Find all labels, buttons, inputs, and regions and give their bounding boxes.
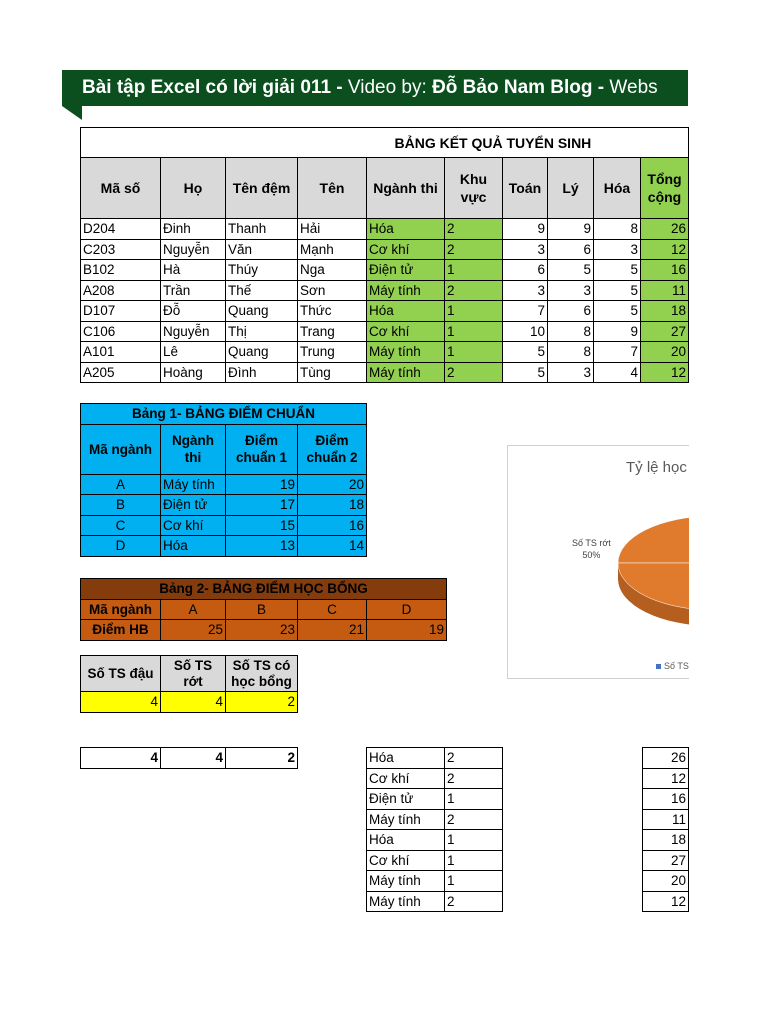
header-ten-dem[interactable]: Tên đệm <box>226 158 298 219</box>
result-cell[interactable]: 4 <box>81 748 161 769</box>
table-cell[interactable]: 2 <box>445 280 503 301</box>
table-cell[interactable]: 5 <box>594 280 641 301</box>
table-cell[interactable]: Trần <box>161 280 226 301</box>
table-cell[interactable]: 2 <box>445 809 503 830</box>
header-nganh-thi[interactable]: Ngành thi <box>367 158 445 219</box>
table-cell[interactable]: Đình <box>226 362 298 383</box>
table-row <box>81 321 689 342</box>
summary-table <box>80 655 298 713</box>
table-cell[interactable]: Nga <box>298 260 367 281</box>
chart-title: Tỷ lệ học <box>626 459 687 476</box>
table-cell[interactable]: Sơn <box>298 280 367 301</box>
header-hoa[interactable]: Hóa <box>594 158 641 219</box>
header-tong-cong[interactable]: Tổng cộng <box>641 158 689 219</box>
banner-ribbon-tail <box>62 106 82 120</box>
table-cell[interactable]: 13 <box>226 536 298 557</box>
title-banner <box>62 70 688 106</box>
table-cell[interactable]: Hóa <box>367 219 445 240</box>
list-item <box>643 748 689 769</box>
table-cell[interactable]: 2 <box>445 748 503 769</box>
table-cell[interactable]: C106 <box>81 321 161 342</box>
table-cell[interactable]: C <box>81 515 161 536</box>
table-cell[interactable]: Trung <box>298 342 367 363</box>
table-cell[interactable]: 3 <box>503 239 548 260</box>
header-so-ts-dau[interactable]: Số TS đậu <box>81 656 161 692</box>
table-cell[interactable]: B <box>81 495 161 516</box>
table-cell[interactable]: 26 <box>643 748 689 769</box>
table-cell[interactable]: Máy tính <box>161 474 226 495</box>
table-cell[interactable]: 7 <box>594 342 641 363</box>
scholarship-code-cell[interactable]: D <box>367 599 447 620</box>
table-cell[interactable]: Cơ khí <box>367 321 445 342</box>
header-nganh-thi-1[interactable]: Ngành thi <box>161 424 226 474</box>
chart-label-percent: 50% <box>582 550 601 560</box>
table-cell[interactable]: 4 <box>594 362 641 383</box>
table-cell[interactable]: 2 <box>445 768 503 789</box>
table-row <box>81 260 689 281</box>
table-cell[interactable]: Máy tính <box>367 809 445 830</box>
table-cell[interactable]: Hải <box>298 219 367 240</box>
list-item <box>643 789 689 810</box>
table-row <box>81 536 367 557</box>
table-cell[interactable]: 16 <box>643 789 689 810</box>
table-cell[interactable]: 2 <box>445 239 503 260</box>
scholarship-code-cell[interactable]: C <box>298 599 367 620</box>
header-so-ts-hoc-bong[interactable]: Số TS có học bổng <box>226 656 298 692</box>
table-cell[interactable]: Máy tính <box>367 342 445 363</box>
major-area-list <box>366 747 503 912</box>
table-row <box>81 219 689 240</box>
results-table <box>80 127 689 383</box>
list-item <box>367 809 503 830</box>
table-cell[interactable]: 3 <box>548 280 594 301</box>
cutoff-score-table <box>80 403 367 557</box>
table-row <box>81 342 689 363</box>
chart-legend <box>656 661 689 671</box>
table-cell[interactable]: Nguyễn <box>161 321 226 342</box>
totals-list <box>642 747 689 912</box>
banner-video-by: Video by: <box>347 77 433 98</box>
table-cell[interactable]: Trang <box>298 321 367 342</box>
summary-result-row <box>80 747 298 769</box>
table-cell[interactable]: 1 <box>445 830 503 851</box>
scholarship-code-cell[interactable]: B <box>226 599 298 620</box>
table-cell[interactable]: 12 <box>641 239 689 260</box>
table-cell[interactable]: 16 <box>298 515 367 536</box>
passed-count-cell[interactable]: 4 <box>81 692 161 713</box>
table-cell[interactable]: Mạnh <box>298 239 367 260</box>
table-cell[interactable]: 1 <box>445 850 503 871</box>
table-cell[interactable]: D204 <box>81 219 161 240</box>
table-cell[interactable]: 9 <box>503 219 548 240</box>
list-item <box>643 891 689 912</box>
table-cell[interactable]: A <box>81 474 161 495</box>
list-item <box>367 789 503 810</box>
table-cell[interactable]: 5 <box>503 342 548 363</box>
table-cell[interactable]: Cơ khí <box>367 850 445 871</box>
table-cell[interactable]: Nguyễn <box>161 239 226 260</box>
table-cell[interactable]: 20 <box>298 474 367 495</box>
table-cell[interactable]: 8 <box>548 342 594 363</box>
pie-chart[interactable] <box>507 445 689 679</box>
table-cell[interactable]: 5 <box>548 260 594 281</box>
table-cell[interactable]: Hà <box>161 260 226 281</box>
table-cell[interactable]: A208 <box>81 280 161 301</box>
legend-label: Số TS <box>664 661 689 671</box>
table-cell[interactable]: Cơ khí <box>367 768 445 789</box>
table-cell[interactable]: 7 <box>503 301 548 322</box>
table-cell[interactable]: 2 <box>445 219 503 240</box>
table-cell[interactable]: 27 <box>643 850 689 871</box>
table-cell[interactable]: 3 <box>548 362 594 383</box>
row-label-diem-hb[interactable]: Điểm HB <box>81 620 161 641</box>
table-cell[interactable]: 26 <box>641 219 689 240</box>
table-cell[interactable]: Đinh <box>161 219 226 240</box>
table-cell[interactable]: 6 <box>548 301 594 322</box>
pie-slice-1[interactable] <box>618 516 689 563</box>
table-cell[interactable]: Máy tính <box>367 280 445 301</box>
table-cell[interactable]: 1 <box>445 301 503 322</box>
list-item <box>367 768 503 789</box>
table-cell[interactable]: Văn <box>226 239 298 260</box>
table-cell[interactable]: A101 <box>81 342 161 363</box>
table-cell[interactable]: C203 <box>81 239 161 260</box>
table-cell[interactable]: Điện tử <box>367 789 445 810</box>
scholarship-score-cell[interactable]: 21 <box>298 620 367 641</box>
list-item <box>367 850 503 871</box>
table-cell[interactable]: 17 <box>226 495 298 516</box>
table-cell[interactable]: Điện tử <box>161 495 226 516</box>
header-diem-chuan-1[interactable]: Điểm chuẩn 1 <box>226 424 298 474</box>
scholarship-score-cell[interactable]: 25 <box>161 620 226 641</box>
banner-title: Bài tập Excel có lời giải 011 - <box>82 77 348 98</box>
table-cell[interactable]: 9 <box>594 321 641 342</box>
table-cell[interactable]: 1 <box>445 321 503 342</box>
table-cell[interactable]: 20 <box>643 871 689 892</box>
table-cell[interactable]: Thế <box>226 280 298 301</box>
table-cell[interactable]: B102 <box>81 260 161 281</box>
table-cell[interactable]: 1 <box>445 789 503 810</box>
list-item <box>367 891 503 912</box>
table-cell[interactable]: 5 <box>594 260 641 281</box>
list-item <box>643 850 689 871</box>
list-item <box>643 809 689 830</box>
header-ho[interactable]: Họ <box>161 158 226 219</box>
list-item <box>643 830 689 851</box>
table-row <box>81 362 689 383</box>
table-cell[interactable]: 19 <box>226 474 298 495</box>
table-row <box>81 515 367 536</box>
table-cell[interactable]: 18 <box>298 495 367 516</box>
result-cell[interactable]: 2 <box>226 748 298 769</box>
header-khu-vuc[interactable]: Khu vực <box>445 158 503 219</box>
table-cell[interactable]: 11 <box>641 280 689 301</box>
table-cell[interactable]: 11 <box>643 809 689 830</box>
header-so-ts-rot[interactable]: Số TS rớt <box>161 656 226 692</box>
header-diem-chuan-2[interactable]: Điểm chuẩn 2 <box>298 424 367 474</box>
table-cell[interactable]: 8 <box>548 321 594 342</box>
table-cell[interactable]: Máy tính <box>367 362 445 383</box>
header-ma-nganh[interactable]: Mã ngành <box>81 424 161 474</box>
table-cell[interactable]: Hóa <box>161 536 226 557</box>
table-cell[interactable]: 3 <box>594 239 641 260</box>
table-cell[interactable]: Quang <box>226 342 298 363</box>
table-cell[interactable]: Máy tính <box>367 871 445 892</box>
table-cell[interactable]: Hoàng <box>161 362 226 383</box>
banner-website: Webs <box>609 77 658 98</box>
table-cell[interactable]: Điện tử <box>367 260 445 281</box>
header-toan[interactable]: Toán <box>503 158 548 219</box>
legend-swatch-icon <box>656 664 661 669</box>
table-cell[interactable]: 15 <box>226 515 298 536</box>
table-row <box>81 301 689 322</box>
table-cell[interactable]: Cơ khí <box>161 515 226 536</box>
table-cell[interactable]: 5 <box>503 362 548 383</box>
table-cell[interactable]: Máy tính <box>367 891 445 912</box>
table-row <box>81 495 367 516</box>
list-item <box>367 830 503 851</box>
scholarship-score-cell[interactable]: 23 <box>226 620 298 641</box>
table-cell[interactable]: 12 <box>643 891 689 912</box>
table-row <box>81 280 689 301</box>
table-cell[interactable]: 18 <box>641 301 689 322</box>
table-cell[interactable]: 6 <box>548 239 594 260</box>
scholarship-score-cell[interactable]: 19 <box>367 620 447 641</box>
list-item <box>643 871 689 892</box>
table-cell[interactable]: Thức <box>298 301 367 322</box>
table-cell[interactable]: 14 <box>298 536 367 557</box>
table-cell[interactable]: Thanh <box>226 219 298 240</box>
table-cell[interactable]: 27 <box>641 321 689 342</box>
table-cell[interactable]: Quang <box>226 301 298 322</box>
failed-count-cell[interactable]: 4 <box>161 692 226 713</box>
table-cell[interactable]: 12 <box>643 768 689 789</box>
table-cell[interactable]: D <box>81 536 161 557</box>
table-cell[interactable]: Thúy <box>226 260 298 281</box>
scholarship-table <box>80 578 447 641</box>
result-cell[interactable]: 4 <box>161 748 226 769</box>
table-cell[interactable]: 1 <box>445 871 503 892</box>
table-cell[interactable]: 9 <box>548 219 594 240</box>
table-row <box>81 239 689 260</box>
pie-chart-svg <box>508 446 689 678</box>
table-cell[interactable]: 2 <box>445 891 503 912</box>
table-row <box>81 474 367 495</box>
table-cell[interactable]: 20 <box>641 342 689 363</box>
table-cell[interactable]: 16 <box>641 260 689 281</box>
table-cell[interactable]: Lê <box>161 342 226 363</box>
chart-label-name: Số TS rớt <box>572 538 611 548</box>
table-cell[interactable]: Đỗ <box>161 301 226 322</box>
chart-data-label <box>572 537 611 561</box>
table-cell[interactable]: D107 <box>81 301 161 322</box>
list-item <box>367 871 503 892</box>
scholarship-code-cell[interactable]: A <box>161 599 226 620</box>
table-cell[interactable]: 12 <box>641 362 689 383</box>
table-cell[interactable]: Hóa <box>367 748 445 769</box>
table-cell[interactable]: 8 <box>594 219 641 240</box>
header-ly[interactable]: Lý <box>548 158 594 219</box>
banner-author: Đỗ Bảo Nam Blog - <box>432 77 610 98</box>
table-cell[interactable]: Hóa <box>367 830 445 851</box>
header-ten[interactable]: Tên <box>298 158 367 219</box>
table-cell[interactable]: 3 <box>503 280 548 301</box>
table-cell[interactable]: 6 <box>503 260 548 281</box>
list-item <box>367 748 503 769</box>
table-cell[interactable]: A205 <box>81 362 161 383</box>
table-cell[interactable]: Hóa <box>367 301 445 322</box>
scholarship-count-cell[interactable]: 2 <box>226 692 298 713</box>
table-cell[interactable]: Thị <box>226 321 298 342</box>
cutoff-table-title[interactable]: Bảng 1- BẢNG ĐIỂM CHUẨN <box>81 404 367 425</box>
table-cell[interactable]: 1 <box>445 260 503 281</box>
table-cell[interactable]: 10 <box>503 321 548 342</box>
list-item <box>643 768 689 789</box>
table-cell[interactable]: 18 <box>643 830 689 851</box>
table-cell[interactable]: 2 <box>445 362 503 383</box>
table-cell[interactable]: Cơ khí <box>367 239 445 260</box>
header-ma-so[interactable]: Mã số <box>81 158 161 219</box>
table-cell[interactable]: 1 <box>445 342 503 363</box>
results-table-title[interactable]: BẢNG KẾT QUẢ TUYỂN SINH <box>367 128 689 158</box>
table-cell[interactable]: 5 <box>594 301 641 322</box>
table-cell[interactable]: Tùng <box>298 362 367 383</box>
scholarship-table-title[interactable]: Bảng 2- BẢNG ĐIỂM HỌC BỔNG <box>81 579 447 600</box>
row-label-ma-nganh[interactable]: Mã ngành <box>81 599 161 620</box>
